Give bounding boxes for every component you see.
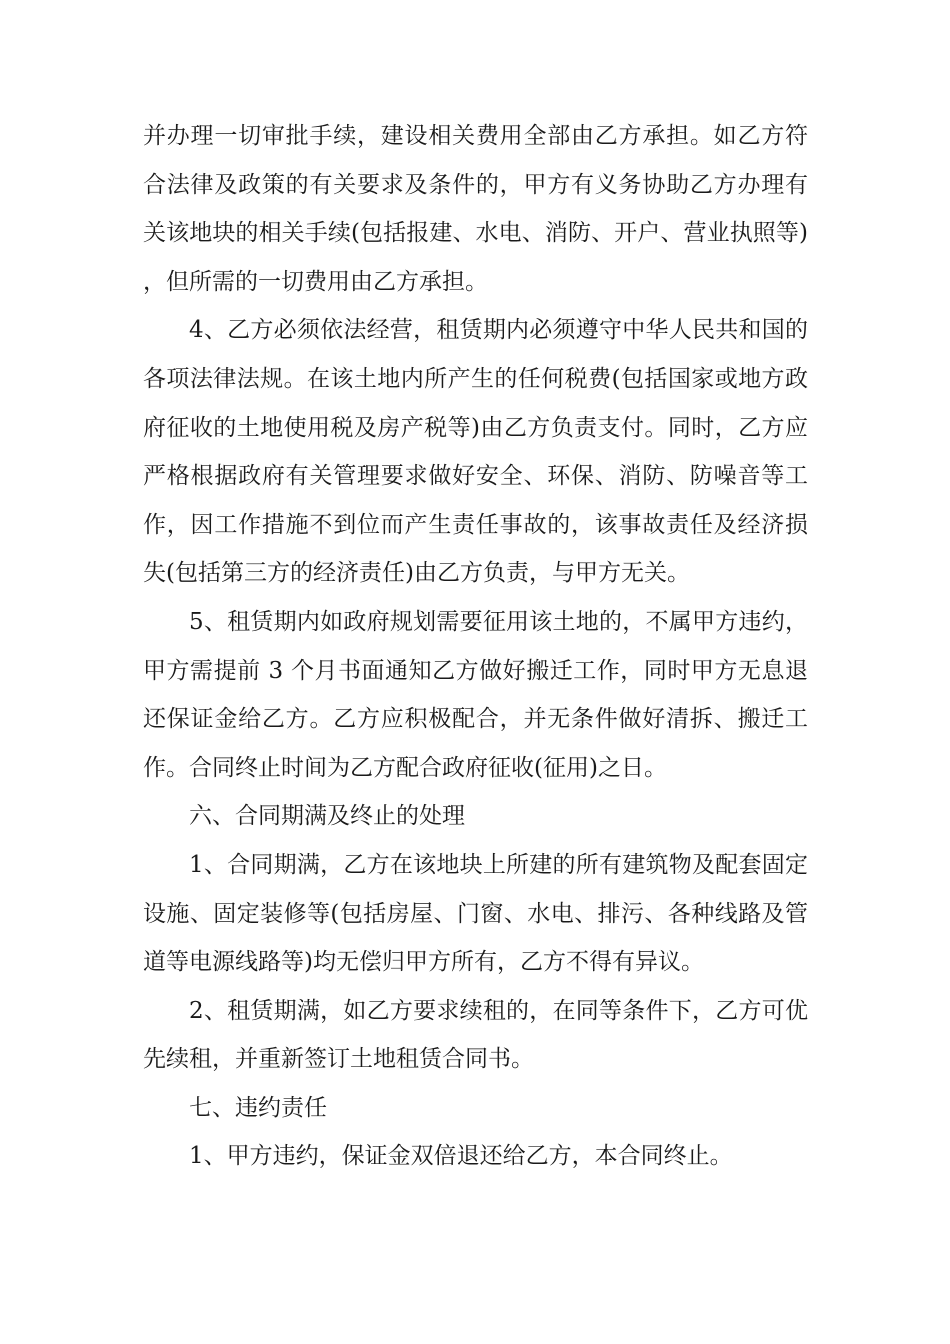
section-7-heading: 七、违约责任 <box>189 1094 327 1121</box>
clause-6-2-paragraph: 2、租赁期满，如乙方要求续租的，在同等条件下，乙方可优先续租，并重新签订土地租赁合同书。 <box>143 997 808 1073</box>
clause-5-paragraph: 5、租赁期内如政府规划需要征用该土地的，不属甲方违约，甲方需提前 3 个月书面通知乙方做好搬迁工作，同时甲方无息退还保证金给乙方。乙方应积极配合，并无条件做好清拆、搬迁工作。合同终止时间为乙方配合政府征收(征用)之日。 <box>143 608 808 781</box>
clause-4-paragraph: 4、乙方必须依法经营，租赁期内必须遵守中华人民共和国的各项法律法规。在该土地内所产生的任何税费(包括国家或地方政府征收的土地使用税及房产税等)由乙方负责支付。同时，乙方应严格根据政府有关管理要求做好安全、环保、消防、防噪音等工作，因工作措施不到位而产生责任事故的，该事故责任及经济损失(包括第三方的经济责任)由乙方负责，与甲方无关。 <box>143 317 808 587</box>
clause-7-1-paragraph: 1、甲方违约，保证金双倍退还给乙方，本合同终止。 <box>189 1143 733 1170</box>
document-body <box>143 112 808 1181</box>
clause-6-1-paragraph: 1、合同期满，乙方在该地块上所建的所有建筑物及配套固定设施、固定装修等(包括房屋、门窗、水电、排污、各种线路及管道等电源线路等)均无偿归甲方所有，乙方不得有异议。 <box>143 851 808 976</box>
paragraph-continuation: 并办理一切审批手续，建设相关费用全部由乙方承担。如乙方符合法律及政策的有关要求及条件的，甲方有义务协助乙方办理有关该地块的相关手续(包括报建、水电、消防、开户、营业执照等)，但所需的一切费用由乙方承担。 <box>143 123 808 295</box>
section-6-heading: 六、合同期满及终止的处理 <box>189 803 465 830</box>
